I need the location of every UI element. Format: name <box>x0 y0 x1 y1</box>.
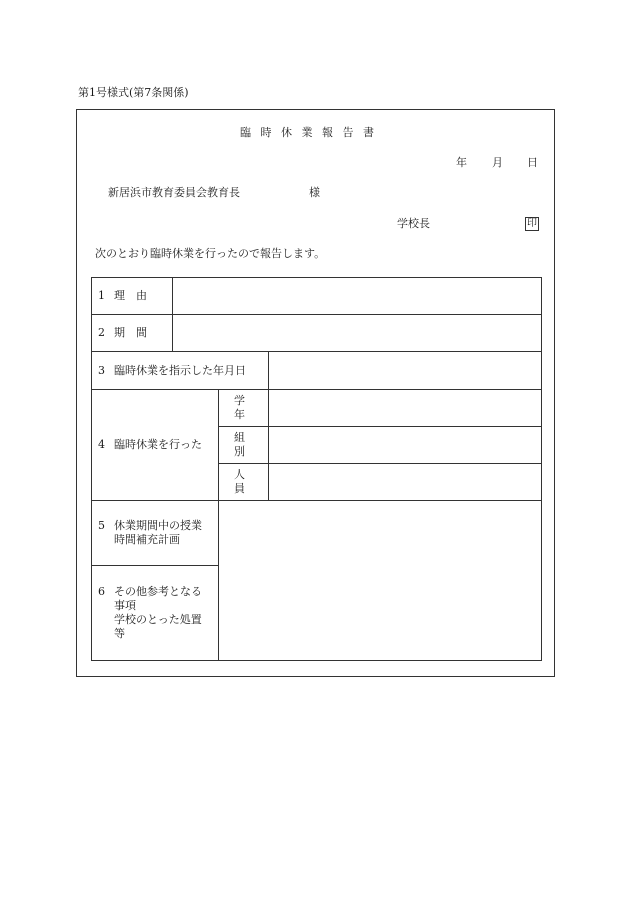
period-entry[interactable] <box>173 315 542 352</box>
form-number: 第1号様式(第7条関係) <box>78 86 189 99</box>
intro-text: 次のとおり臨時休業を行ったので報告します。 <box>95 247 326 260</box>
instruction-date-entry[interactable] <box>269 352 542 390</box>
row-reason <box>92 278 542 315</box>
row-instruction-date-label: 3 臨時休業を指示した年月日 <box>92 352 269 390</box>
row-makeup-plan-label: 5 休業期間中の授業 時間補充計画 <box>92 501 219 566</box>
date-day: 日 <box>527 156 538 169</box>
sender-label: 学校長 <box>397 217 430 230</box>
makeup-and-other-entry[interactable] <box>219 501 542 661</box>
addressee-name: 新居浜市教育委員会教育長 <box>108 186 240 199</box>
reason-entry[interactable] <box>173 278 542 315</box>
seal-mark: 印 <box>527 218 537 229</box>
report-table <box>91 277 542 661</box>
row-period-label: 2 期 間 <box>92 315 173 352</box>
date-month: 月 <box>492 156 503 169</box>
row-other-notes-label: 6 その他参考となる 事項 学校のとった処置 等 <box>92 566 219 661</box>
row-makeup-plan <box>92 501 542 566</box>
row-closure-label: 4 臨時休業を行った <box>92 390 219 501</box>
row-closure-grade <box>92 390 542 427</box>
count-entry[interactable] <box>269 464 542 501</box>
sub-label-class: 組別 <box>219 427 269 464</box>
sub-label-grade: 学年 <box>219 390 269 427</box>
grade-entry[interactable] <box>269 390 542 427</box>
sub-label-count: 人員 <box>219 464 269 501</box>
row-period <box>92 315 542 352</box>
class-entry[interactable] <box>269 427 542 464</box>
addressee-honorific: 様 <box>309 186 320 199</box>
date-year: 年 <box>456 156 467 169</box>
form-title: 臨 時 休 業 報 告 書 <box>240 126 377 139</box>
row-reason-label: 1 理 由 <box>92 278 173 315</box>
row-instruction-date <box>92 352 542 390</box>
